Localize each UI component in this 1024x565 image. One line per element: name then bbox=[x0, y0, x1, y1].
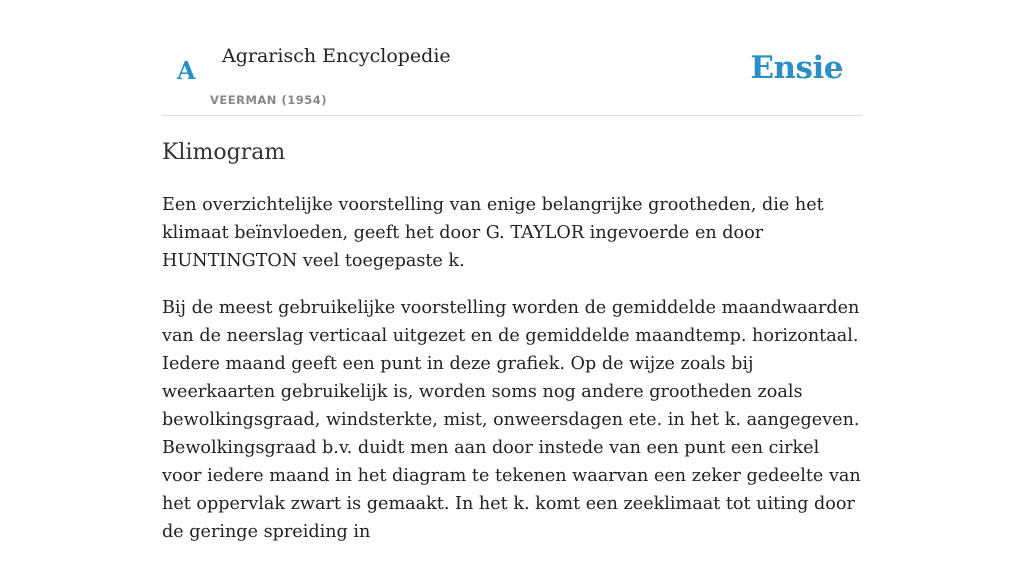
book-title-link[interactable]: Agrarisch Encyclopedie bbox=[222, 45, 451, 67]
paragraph-1: Een overzichtelijke voorstelling van enige belangrijke grootheden, die het klimaat beïnvloeden, geeft het door G. TAYLOR ingevoerde en door HUNTINGTON veel toegepaste k. bbox=[162, 195, 824, 271]
article-body bbox=[162, 191, 862, 565]
page bbox=[162, 0, 862, 542]
ensie-logo[interactable]: Ensie bbox=[750, 50, 843, 86]
header bbox=[162, 0, 862, 116]
article-title: Klimogram bbox=[162, 140, 286, 165]
paragraph-2: Bij de meest gebruikelijke voorstelling worden de gemiddelde maandwaarden van de neerslag verticaal uitgezet en de gemiddelde maandtemp. horizontaal. Iedere maand geeft een punt in deze grafiek. Op de wijze zoals bij weerkaarten gebruikelijk is, worden soms nog andere grootheden zoals bewolkingsgraad, windsterkte, mist, onweersdagen ete. in het k. aangegeven. Bewolkingsgraad b.v. duidt men aan door instede van een punt een cirkel voor iedere maand in het diagram te tekenen waarvan een zeker gedeelte van het oppervlak zwart is gemaakt. In het k. komt een zeeklimaat tot uiting door de geringe spreiding in bbox=[162, 298, 861, 542]
book-logo[interactable]: A bbox=[177, 56, 196, 85]
book-author: VEERMAN (1954) bbox=[210, 93, 327, 107]
